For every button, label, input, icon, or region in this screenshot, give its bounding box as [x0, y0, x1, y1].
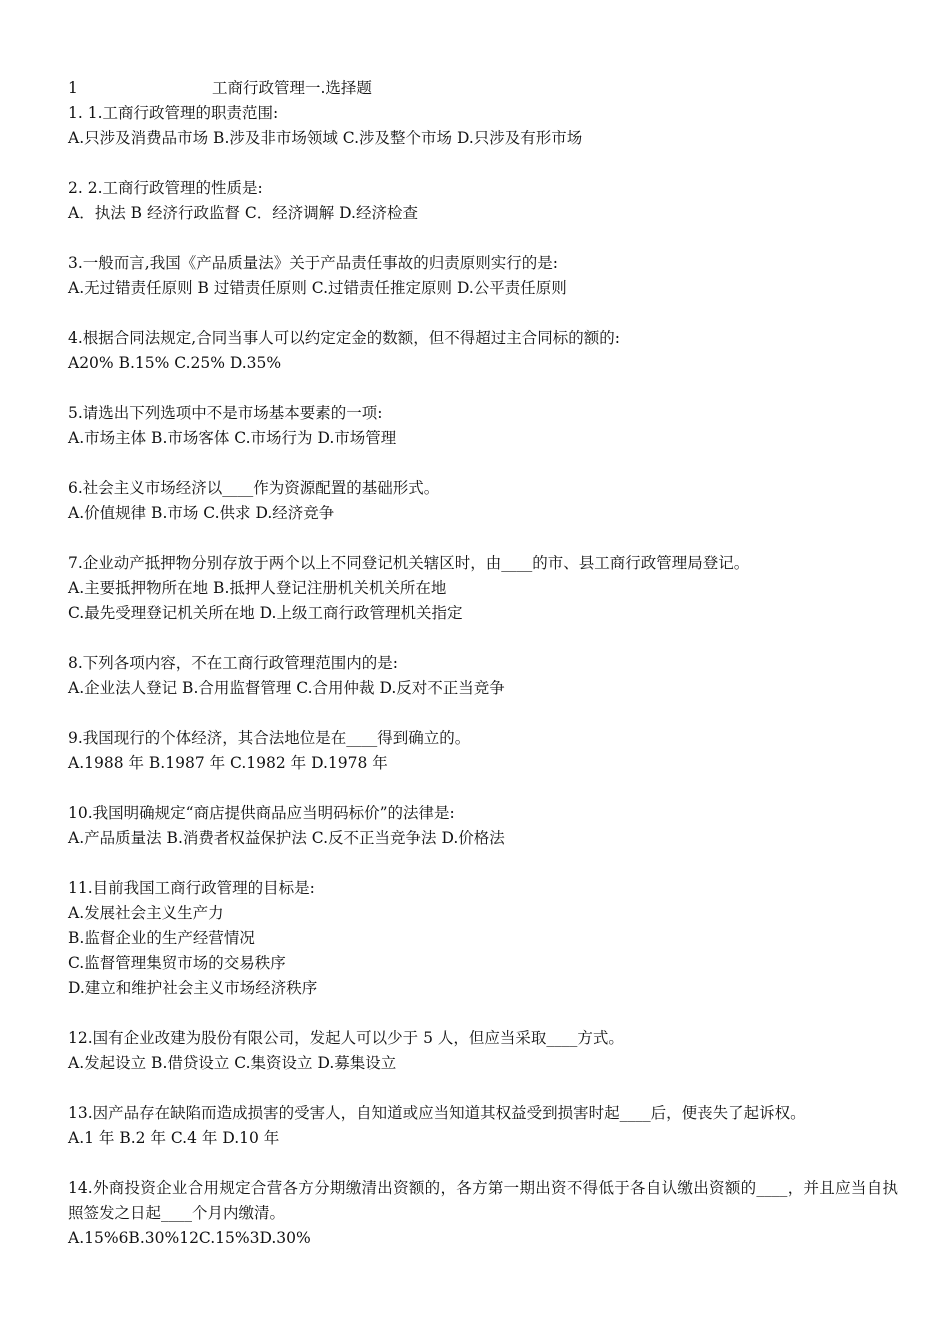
- question-text: 9.我国现行的个体经济，其合法地位是在____得到确立的。: [68, 729, 471, 747]
- question-5: [68, 401, 898, 451]
- question-text: 2. 2.工商行政管理的性质是:: [68, 179, 263, 197]
- question-options: A.产品质量法 B.消费者权益保护法 C.反不正当竞争法 D.价格法: [68, 829, 505, 847]
- question-option-c: C.监督管理集贸市场的交易秩序: [68, 954, 286, 972]
- question-text: 11.目前我国工商行政管理的目标是:: [68, 879, 315, 897]
- question-12: [68, 1026, 898, 1076]
- question-option-a: A.发展社会主义生产力: [68, 904, 224, 922]
- question-options: A.15%6B.30%12C.15%3D.30%: [68, 1229, 311, 1247]
- question-options: A.只涉及消费品市场 B.涉及非市场领域 C.涉及整个市场 D.只涉及有形市场: [68, 129, 583, 147]
- question-text: 5.请选出下列选项中不是市场基本要素的一项:: [68, 404, 383, 422]
- page-number: 1: [68, 79, 78, 97]
- question-4: [68, 326, 898, 376]
- question-options: A.1 年 B.2 年 C.4 年 D.10 年: [68, 1129, 280, 1147]
- question-2: [68, 176, 898, 226]
- question-options: A20% B.15% C.25% D.35%: [68, 354, 282, 372]
- question-14: [68, 1176, 898, 1251]
- question-options: A.市场主体 B.市场客体 C.市场行为 D.市场管理: [68, 429, 397, 447]
- question-text: 14.外商投资企业合用规定合营各方分期缴清出资额的，各方第一期出资不得低于各自认缴出资额的____，并且应当自执照签发之日起____个月内缴清。: [68, 1179, 898, 1222]
- question-11: [68, 876, 898, 1001]
- question-options: A.发起设立 B.借贷设立 C.集资设立 D.募集设立: [68, 1054, 397, 1072]
- question-text: 7.企业动产抵押物分别存放于两个以上不同登记机关辖区时，由____的市、县工商行政管理局登记。: [68, 554, 750, 572]
- question-text: 8.下列各项内容，不在工商行政管理范围内的是:: [68, 654, 399, 672]
- question-text: 10.我国明确规定“商店提供商品应当明码标价”的法律是:: [68, 804, 455, 822]
- question-option-d: D.建立和维护社会主义市场经济秩序: [68, 979, 318, 997]
- question-option-b: B.监督企业的生产经营情况: [68, 929, 255, 947]
- question-options: A．执法 B 经济行政监督 C．经济调解 D.经济检查: [68, 204, 418, 222]
- question-text: 12.国有企业改建为股份有限公司，发起人可以少于 5 人，但应当采取____方式。: [68, 1029, 624, 1047]
- question-text: 13.因产品存在缺陷而造成损害的受害人，自知道或应当知道其权益受到损害时起____后，便丧失了起诉权。: [68, 1104, 806, 1122]
- question-6: [68, 476, 898, 526]
- question-options: C.最先受理登记机关所在地 D.上级工商行政管理机关指定: [68, 604, 463, 622]
- question-options: A.企业法人登记 B.合用监督管理 C.合用仲裁 D.反对不正当竞争: [68, 679, 505, 697]
- question-10: [68, 801, 898, 851]
- question-text: 4.根据合同法规定,合同当事人可以约定定金的数额，但不得超过主合同标的额的:: [68, 329, 620, 347]
- question-text: 3.一般而言,我国《产品质量法》关于产品责任事故的归责原则实行的是:: [68, 254, 558, 272]
- question-options: A.无过错责任原则 B 过错责任原则 C.过错责任推定原则 D.公平责任原则: [68, 279, 567, 297]
- question-options: A.1988 年 B.1987 年 C.1982 年 D.1978 年: [68, 754, 388, 772]
- question-3: [68, 251, 898, 301]
- question-1: [68, 101, 898, 151]
- question-7: [68, 551, 898, 626]
- document-title: 工商行政管理一.选择题: [212, 79, 372, 97]
- question-13: [68, 1101, 898, 1151]
- question-8: [68, 651, 898, 701]
- question-options: A.主要抵押物所在地 B.抵押人登记注册机关机关所在地: [68, 579, 447, 597]
- document-header: [68, 76, 898, 101]
- question-text: 1. 1.工商行政管理的职责范围:: [68, 104, 279, 122]
- question-9: [68, 726, 898, 776]
- question-text: 6.社会主义市场经济以____作为资源配置的基础形式。: [68, 479, 440, 497]
- document-page: [68, 76, 898, 1276]
- question-options: A.价值规律 B.市场 C.供求 D.经济竞争: [68, 504, 335, 522]
